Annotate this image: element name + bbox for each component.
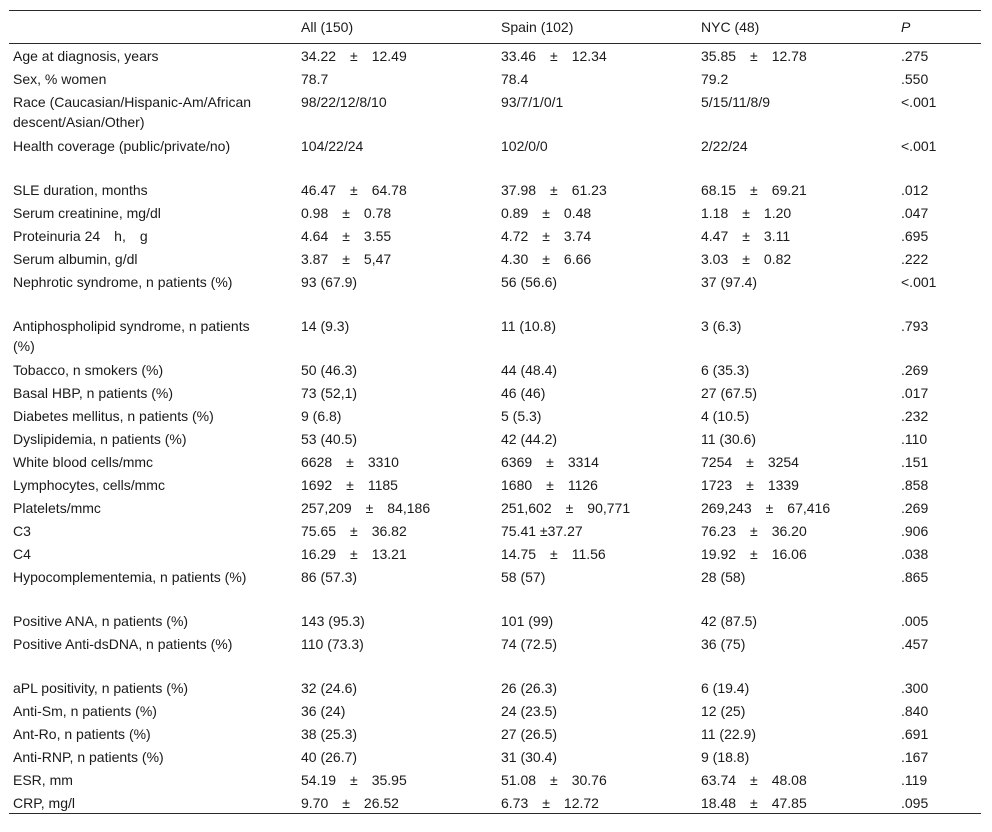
p-value-cell: .012 <box>901 181 929 198</box>
variable-cell: ESR, mm <box>13 771 73 788</box>
spain-cell: 51.08 ± 30.76 <box>501 771 607 788</box>
table-row <box>9 609 981 632</box>
table-row <box>9 699 981 722</box>
table-row <box>9 247 981 270</box>
header-nyc: NYC (48) <box>697 11 897 44</box>
header-p-value: P <box>897 11 981 44</box>
all-cell: 53 (40.5) <box>301 430 358 447</box>
p-value-cell: .275 <box>901 48 929 64</box>
nyc-cell: 12 (25) <box>701 702 746 719</box>
variable-cell: Serum albumin, g/dl <box>13 250 138 267</box>
nyc-cell: 4 (10.5) <box>701 407 750 424</box>
nyc-cell: 7254 ± 3254 <box>701 453 799 470</box>
all-cell: 34.22 ± 12.49 <box>301 48 407 64</box>
spain-cell: 0.89 ± 0.48 <box>501 204 592 221</box>
all-cell: 16.29 ± 13.21 <box>301 545 407 562</box>
table-row <box>9 224 981 247</box>
table-row <box>9 44 981 67</box>
table-row <box>9 178 981 201</box>
spain-cell: 24 (23.5) <box>501 702 558 719</box>
spain-cell: 101 (99) <box>501 612 554 629</box>
nyc-cell: 269,243 ± 67,416 <box>701 499 831 516</box>
all-cell: 0.98 ± 0.78 <box>301 204 392 221</box>
table-row <box>9 67 981 90</box>
p-value-cell: .047 <box>901 204 929 221</box>
spain-cell: 26 (26.3) <box>501 679 558 696</box>
spain-cell: 58 (57) <box>501 568 546 585</box>
variable-cell: Anti-Sm, n patients (%) <box>13 702 157 719</box>
p-value-cell: .269 <box>901 361 929 378</box>
baseline-characteristics-table <box>9 10 981 814</box>
all-cell: 98/22/12/8/10 <box>301 93 387 110</box>
variable-cell: Positive ANA, n patients (%) <box>13 612 189 629</box>
nyc-cell: 9 (18.8) <box>701 748 750 765</box>
header-spain: Spain (102) <box>497 11 697 44</box>
p-value-cell: .691 <box>901 725 929 742</box>
nyc-cell: 27 (67.5) <box>701 384 758 401</box>
spain-cell: 78.4 <box>501 70 529 87</box>
variable-cell: White blood cells/mmc <box>13 453 154 470</box>
spain-cell: 75.41 ±37.27 <box>501 522 583 539</box>
variable-cell: Ant-Ro, n patients (%) <box>13 725 151 742</box>
all-cell: 38 (25.3) <box>301 725 358 742</box>
variable-cell: Health coverage (public/private/no) <box>13 137 231 154</box>
nyc-cell: 28 (58) <box>701 568 746 585</box>
variable-cell: CRP, mg/l <box>9 791 297 814</box>
spain-cell: 11 (10.8) <box>501 317 556 334</box>
nyc-cell: 18.48 ± 47.85 <box>697 791 897 814</box>
p-value-cell: .232 <box>901 407 929 424</box>
all-cell: 9.70 ± 26.52 <box>297 791 497 814</box>
variable-cell: Nephrotic syndrome, n patients (%) <box>13 273 233 290</box>
nyc-cell: 68.15 ± 69.21 <box>701 181 807 198</box>
all-cell: 104/22/24 <box>301 137 364 154</box>
all-cell: 1692 ± 1185 <box>301 476 398 493</box>
all-cell: 3.87 ± 5,47 <box>301 250 392 267</box>
p-value-cell: .110 <box>901 430 928 447</box>
all-cell: 4.64 ± 3.55 <box>301 227 392 244</box>
variable-cell: Tobacco, n smokers (%) <box>13 361 164 378</box>
all-cell: 93 (67.9) <box>301 273 358 290</box>
nyc-cell: 36 (75) <box>701 635 746 652</box>
p-value-cell: .095 <box>897 791 981 814</box>
spain-cell: 1680 ± 1126 <box>501 476 598 493</box>
all-cell: 54.19 ± 35.95 <box>301 771 407 788</box>
variable-cell: Antiphospholipid syndrome, n patients (%) <box>13 317 250 354</box>
p-value-cell: .550 <box>901 70 929 87</box>
table-header <box>9 11 981 44</box>
table-row <box>9 427 981 450</box>
p-value-cell: <.001 <box>901 273 937 290</box>
table-row <box>9 542 981 565</box>
nyc-cell: 3.03 ± 0.82 <box>701 250 792 267</box>
spain-cell: 6.73 ± 12.72 <box>497 791 697 814</box>
p-value-cell: .119 <box>901 771 928 788</box>
variable-cell: Basal HBP, n patients (%) <box>13 384 174 401</box>
nyc-cell: 63.74 ± 48.08 <box>701 771 807 788</box>
all-cell: 9 (6.8) <box>301 407 342 424</box>
p-value-cell: .457 <box>901 635 929 652</box>
spain-cell: 56 (56.6) <box>501 273 558 290</box>
variable-cell: C3 <box>13 522 31 539</box>
spain-cell: 4.72 ± 3.74 <box>501 227 592 244</box>
table-row <box>9 358 981 381</box>
all-cell: 257,209 ± 84,186 <box>301 499 431 516</box>
table-row <box>9 768 981 791</box>
table-row <box>9 134 981 178</box>
all-cell: 14 (9.3) <box>301 317 350 334</box>
p-value-cell: .840 <box>901 702 929 719</box>
p-value-cell: .858 <box>901 476 929 493</box>
p-value-cell: .793 <box>901 317 929 334</box>
p-value-cell: .005 <box>901 612 929 629</box>
nyc-cell: 11 (30.6) <box>701 430 756 447</box>
p-value-cell: .167 <box>901 748 929 765</box>
variable-cell: Hypocomplementemia, n patients (%) <box>13 568 247 585</box>
spain-cell: 31 (30.4) <box>501 748 558 765</box>
nyc-cell: 6 (19.4) <box>701 679 750 696</box>
table-row <box>9 473 981 496</box>
spain-cell: 27 (26.5) <box>501 725 558 742</box>
table-row <box>9 201 981 224</box>
header-row <box>9 11 981 44</box>
spain-cell: 74 (72.5) <box>501 635 558 652</box>
nyc-cell: 79.2 <box>701 70 729 87</box>
variable-cell: Race (Caucasian/Hispanic-Am/African descent/Asian/Other) <box>13 93 252 130</box>
p-value-cell: .151 <box>901 453 929 470</box>
table-row <box>9 565 981 609</box>
table-row <box>9 450 981 473</box>
spain-cell: 42 (44.2) <box>501 430 558 447</box>
variable-cell: Serum creatinine, mg/dl <box>13 204 161 221</box>
all-cell: 6628 ± 3310 <box>301 453 399 470</box>
table-body <box>9 44 981 814</box>
spain-cell: 4.30 ± 6.66 <box>501 250 592 267</box>
table-row <box>9 722 981 745</box>
variable-cell: Age at diagnosis, years <box>13 48 159 64</box>
all-cell: 46.47 ± 64.78 <box>301 181 407 198</box>
table-row <box>9 90 981 134</box>
p-value-cell: <.001 <box>901 137 937 154</box>
spain-cell: 251,602 ± 90,771 <box>501 499 631 516</box>
header-variable <box>9 11 297 44</box>
nyc-cell: 4.47 ± 3.11 <box>701 227 791 244</box>
nyc-cell: 1723 ± 1339 <box>701 476 799 493</box>
all-cell: 73 (52,1) <box>301 384 358 401</box>
variable-cell: C4 <box>13 545 31 562</box>
all-cell: 32 (24.6) <box>301 679 358 696</box>
nyc-cell: 5/15/11/8/9 <box>701 93 771 110</box>
all-cell: 86 (57.3) <box>301 568 358 585</box>
p-value-cell: .695 <box>901 227 929 244</box>
variable-cell: Proteinuria 24 h, g <box>13 227 148 244</box>
spain-cell: 102/0/0 <box>501 137 548 154</box>
nyc-cell: 42 (87.5) <box>701 612 758 629</box>
nyc-cell: 76.23 ± 36.20 <box>701 522 807 539</box>
p-value-cell: .300 <box>901 679 929 696</box>
spain-cell: 6369 ± 3314 <box>501 453 599 470</box>
p-value-cell: <.001 <box>901 93 937 110</box>
nyc-cell: 35.85 ± 12.78 <box>701 48 807 64</box>
all-cell: 143 (95.3) <box>301 612 365 629</box>
table-row <box>9 270 981 314</box>
spain-cell: 93/7/1/0/1 <box>501 93 564 110</box>
variable-cell: Diabetes mellitus, n patients (%) <box>13 407 214 424</box>
spain-cell: 14.75 ± 11.56 <box>501 545 606 562</box>
nyc-cell: 1.18 ± 1.20 <box>701 204 792 221</box>
nyc-cell: 37 (97.4) <box>701 273 758 290</box>
p-value-cell: .017 <box>901 384 929 401</box>
header-all: All (150) <box>297 11 497 44</box>
all-cell: 110 (73.3) <box>301 635 364 652</box>
p-value-cell: .906 <box>901 522 929 539</box>
p-value-cell: .038 <box>901 545 929 562</box>
table-row <box>9 314 981 358</box>
all-cell: 78.7 <box>301 70 329 87</box>
table-row <box>9 632 981 676</box>
p-value-cell: .222 <box>901 250 929 267</box>
table-row <box>9 791 981 814</box>
all-cell: 36 (24) <box>301 702 346 719</box>
table-row <box>9 496 981 519</box>
all-cell: 40 (26.7) <box>301 748 358 765</box>
all-cell: 75.65 ± 36.82 <box>301 522 407 539</box>
variable-cell: Anti-RNP, n patients (%) <box>13 748 164 765</box>
nyc-cell: 19.92 ± 16.06 <box>701 545 807 562</box>
nyc-cell: 2/22/24 <box>701 137 748 154</box>
table-row <box>9 676 981 699</box>
nyc-cell: 11 (22.9) <box>701 725 756 742</box>
table-row <box>9 745 981 768</box>
all-cell: 50 (46.3) <box>301 361 358 378</box>
nyc-cell: 6 (35.3) <box>701 361 750 378</box>
variable-cell: Dyslipidemia, n patients (%) <box>13 430 187 447</box>
p-value-cell: .269 <box>901 499 929 516</box>
variable-cell: Sex, % women <box>13 70 107 87</box>
nyc-cell: 3 (6.3) <box>701 317 742 334</box>
table-row <box>9 519 981 542</box>
variable-cell: Lymphocytes, cells/mmc <box>13 476 165 493</box>
table-row <box>9 381 981 404</box>
variable-cell: Positive Anti-dsDNA, n patients (%) <box>13 635 233 652</box>
spain-cell: 33.46 ± 12.34 <box>501 48 607 64</box>
spain-cell: 5 (5.3) <box>501 407 542 424</box>
variable-cell: SLE duration, months <box>13 181 148 198</box>
table-row <box>9 404 981 427</box>
spain-cell: 46 (46) <box>501 384 546 401</box>
spain-cell: 44 (48.4) <box>501 361 558 378</box>
variable-cell: aPL positivity, n patients (%) <box>13 679 189 696</box>
p-value-cell: .865 <box>901 568 929 585</box>
variable-cell: Platelets/mmc <box>13 499 101 516</box>
spain-cell: 37.98 ± 61.23 <box>501 181 607 198</box>
